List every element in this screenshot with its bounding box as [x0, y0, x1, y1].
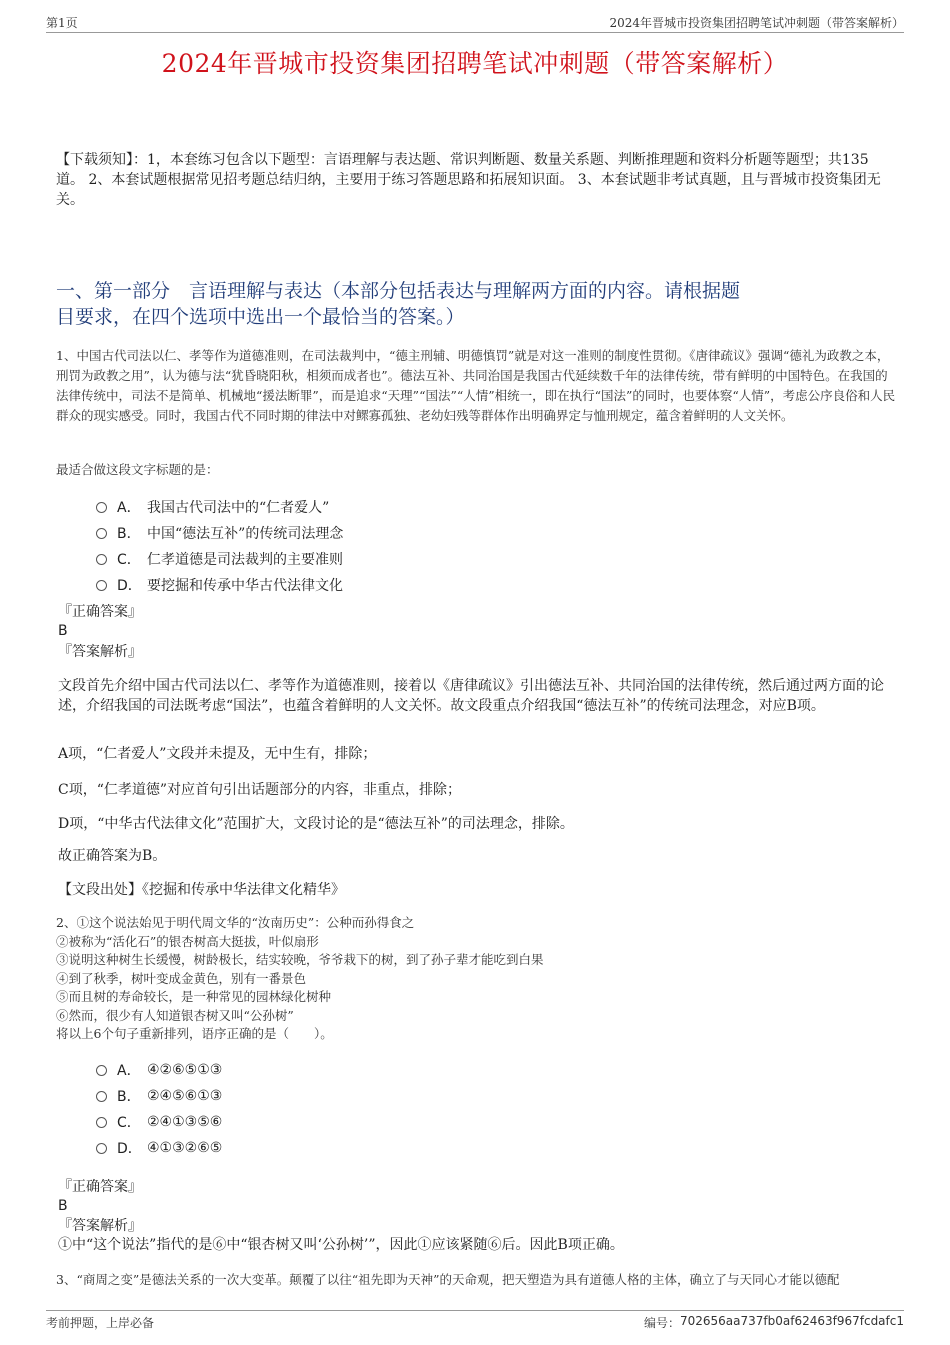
radio-icon[interactable]	[96, 1117, 107, 1128]
footer-code-value: 702656aa737fb0af62463f967fcdafc1	[679, 1314, 904, 1328]
q1-analysis: 文段首先介绍中国古代司法以仁、孝等作为道德准则，接着以《唐律疏议》引出德法互补、共同治国的法律传统，然后通过两方面的论述，介绍我国的司法既考虑“国法”，也蕴含着鲜明的人文关怀。故文段重点介绍我国“德法互补”的传统司法理念，对应B项。	[58, 678, 884, 714]
option-text: ④②⑥⑤①③	[147, 1062, 223, 1078]
q2-analysis: ①中“这个说法”指代的是⑥中“银杏树又叫‘公孙树’”，因此①应该紧随⑥后。因此B项正确。	[58, 1237, 624, 1253]
q2-line: ③说明这种树生长缓慢，树龄极长，结实较晚，爷爷栽下的树，到了孙子辈才能吃到白果	[56, 952, 544, 967]
q1-option-c[interactable]	[96, 549, 343, 569]
q2-option-c[interactable]	[96, 1112, 222, 1132]
q1-answer-label: 『正确答案』	[58, 604, 142, 620]
radio-icon[interactable]	[96, 554, 107, 565]
option-key: A．	[117, 1063, 141, 1079]
footer-code	[644, 1314, 904, 1331]
option-text: 要挖掘和传承中华古代法律文化	[147, 578, 343, 594]
question-3-stem: 3、“商周之变”是德法关系的一次大变革。颠覆了以往“祖先即为天神”的天命观，把天塑造为具有道德人格的主体，确立了与天同心才能以德配	[56, 1272, 840, 1287]
footer-code-label: 编号：	[643, 1316, 680, 1330]
q2-line: ④到了秋季，树叶变成金黄色，别有一番景色	[56, 970, 307, 986]
radio-icon[interactable]	[96, 1091, 107, 1102]
q1-analysis-label: 『答案解析』	[58, 644, 142, 660]
q2-answer-label: 『正确答案』	[58, 1179, 142, 1195]
radio-icon[interactable]	[96, 580, 107, 591]
page-title: 2024年晋城市投资集团招聘笔试冲刺题（带答案解析）	[161, 49, 789, 78]
option-text: 我国古代司法中的“仁者爱人”	[147, 500, 330, 516]
q2-option-b[interactable]	[96, 1086, 222, 1106]
download-notice: 【下载须知】：1，本套练习包含以下题型：言语理解与表达题、常识判断题、数量关系题、判断推理题和资料分析题等题型；共135道。 2、本套试题根据常见招考题总结归纳，主要用于练习答题思路和拓展知识面。 3、本套试题非考试真题，且与晋城市投资集团无关。	[56, 152, 881, 208]
q1-option-b[interactable]	[96, 523, 343, 543]
footer-motto: 考前押题，上岸必备	[46, 1316, 155, 1330]
footer-divider	[46, 1310, 904, 1311]
q2-answer: B	[58, 1198, 68, 1214]
q2-line: ⑤而且树的寿命较长，是一种常见的园林绿化树种	[56, 989, 332, 1004]
option-text: 仁孝道德是司法裁判的主要准则	[147, 552, 343, 568]
section-heading-line2: 目要求，在四个选项中选出一个最恰当的答案。）	[56, 306, 465, 328]
option-text: ②④⑤⑥①③	[147, 1088, 223, 1104]
q2-option-d[interactable]	[96, 1138, 222, 1158]
question-2-stem	[56, 914, 896, 1044]
radio-icon[interactable]	[96, 1143, 107, 1154]
q2-analysis-label: 『答案解析』	[58, 1218, 142, 1234]
question-1-stem: 1、中国古代司法以仁、孝等作为道德准则，在司法裁判中，“德主刑辅、明德慎罚”就是对这一准则的制度性贯彻。《唐律疏议》强调“德礼为政教之本，刑罚为政教之用”，认为德与法“犹昏晓阳秋，相须而成者也”。德法互补、共同治国是我国古代延续数千年的法律传统，带有鲜明的中国特色。在我国的法律传统中，司法不是简单、机械地“援法断罪”，而是追求“天理”“国法”“人情”相统一，即在执行“国法”的同时，也要体察“人情”，考虑公序良俗和人民群众的现实感受。同时，我国古代不同时期的律法中对鳏寡孤独、老幼妇残等群体作出明确界定与恤刑规定，蕴含着鲜明的人文关怀。	[56, 348, 896, 423]
option-text: ④①③②⑥⑤	[147, 1140, 223, 1156]
q2-line: ②被称为“活化石”的银杏树高大挺拔，叶似扇形	[56, 933, 319, 949]
section-heading	[56, 278, 916, 330]
q1-option-d[interactable]	[96, 575, 343, 595]
option-key: A．	[117, 500, 141, 516]
option-key: D．	[117, 578, 142, 594]
q2-line: 将以上6个句子重新排列，语序正确的是（ ）。	[56, 1026, 333, 1041]
q2-line: 2、①这个说法始见于明代周文华的“汝南历史”：公种而孙得食之	[56, 915, 415, 930]
option-key: B．	[117, 526, 141, 542]
q1-note-d: D项，“中华古代法律文化”范围扩大，文段讨论的是“德法互补”的司法理念，排除。	[58, 816, 574, 832]
page-number: 第1页	[46, 16, 78, 30]
option-text: 中国“德法互补”的传统司法理念	[147, 526, 344, 542]
q1-answer: B	[58, 623, 68, 639]
option-key: D．	[117, 1141, 142, 1157]
section-heading-line1: 一、第一部分 言语理解与表达（本部分包括表达与理解两方面的内容。请根据题	[56, 280, 741, 302]
q2-line: ⑥然而，很少有人知道银杏树又叫“公孙树”	[56, 1007, 294, 1023]
option-key: C．	[117, 552, 141, 568]
option-key: C．	[117, 1115, 141, 1131]
header-doc-title: 2024年晋城市投资集团招聘笔试冲刺题（带答案解析）	[609, 16, 904, 30]
radio-icon[interactable]	[96, 528, 107, 539]
q2-option-a[interactable]	[96, 1060, 222, 1080]
option-key: B．	[117, 1089, 141, 1105]
q1-note-a: A项，“仁者爱人”文段并未提及，无中生有，排除；	[58, 746, 377, 762]
radio-icon[interactable]	[96, 1065, 107, 1076]
header-divider	[46, 32, 904, 33]
option-text: ②④①③⑤⑥	[147, 1114, 223, 1130]
q1-note-c: C项，“仁孝道德”对应首句引出话题部分的内容，非重点，排除；	[58, 782, 462, 798]
radio-icon[interactable]	[96, 502, 107, 513]
question-1-prompt: 最适合做这段文字标题的是：	[56, 462, 219, 477]
q1-source: 【文段出处】《挖掘和传承中华法律文化精华》	[58, 882, 345, 898]
q1-conclusion: 故正确答案为B。	[58, 848, 167, 864]
q1-option-a[interactable]	[96, 497, 329, 517]
